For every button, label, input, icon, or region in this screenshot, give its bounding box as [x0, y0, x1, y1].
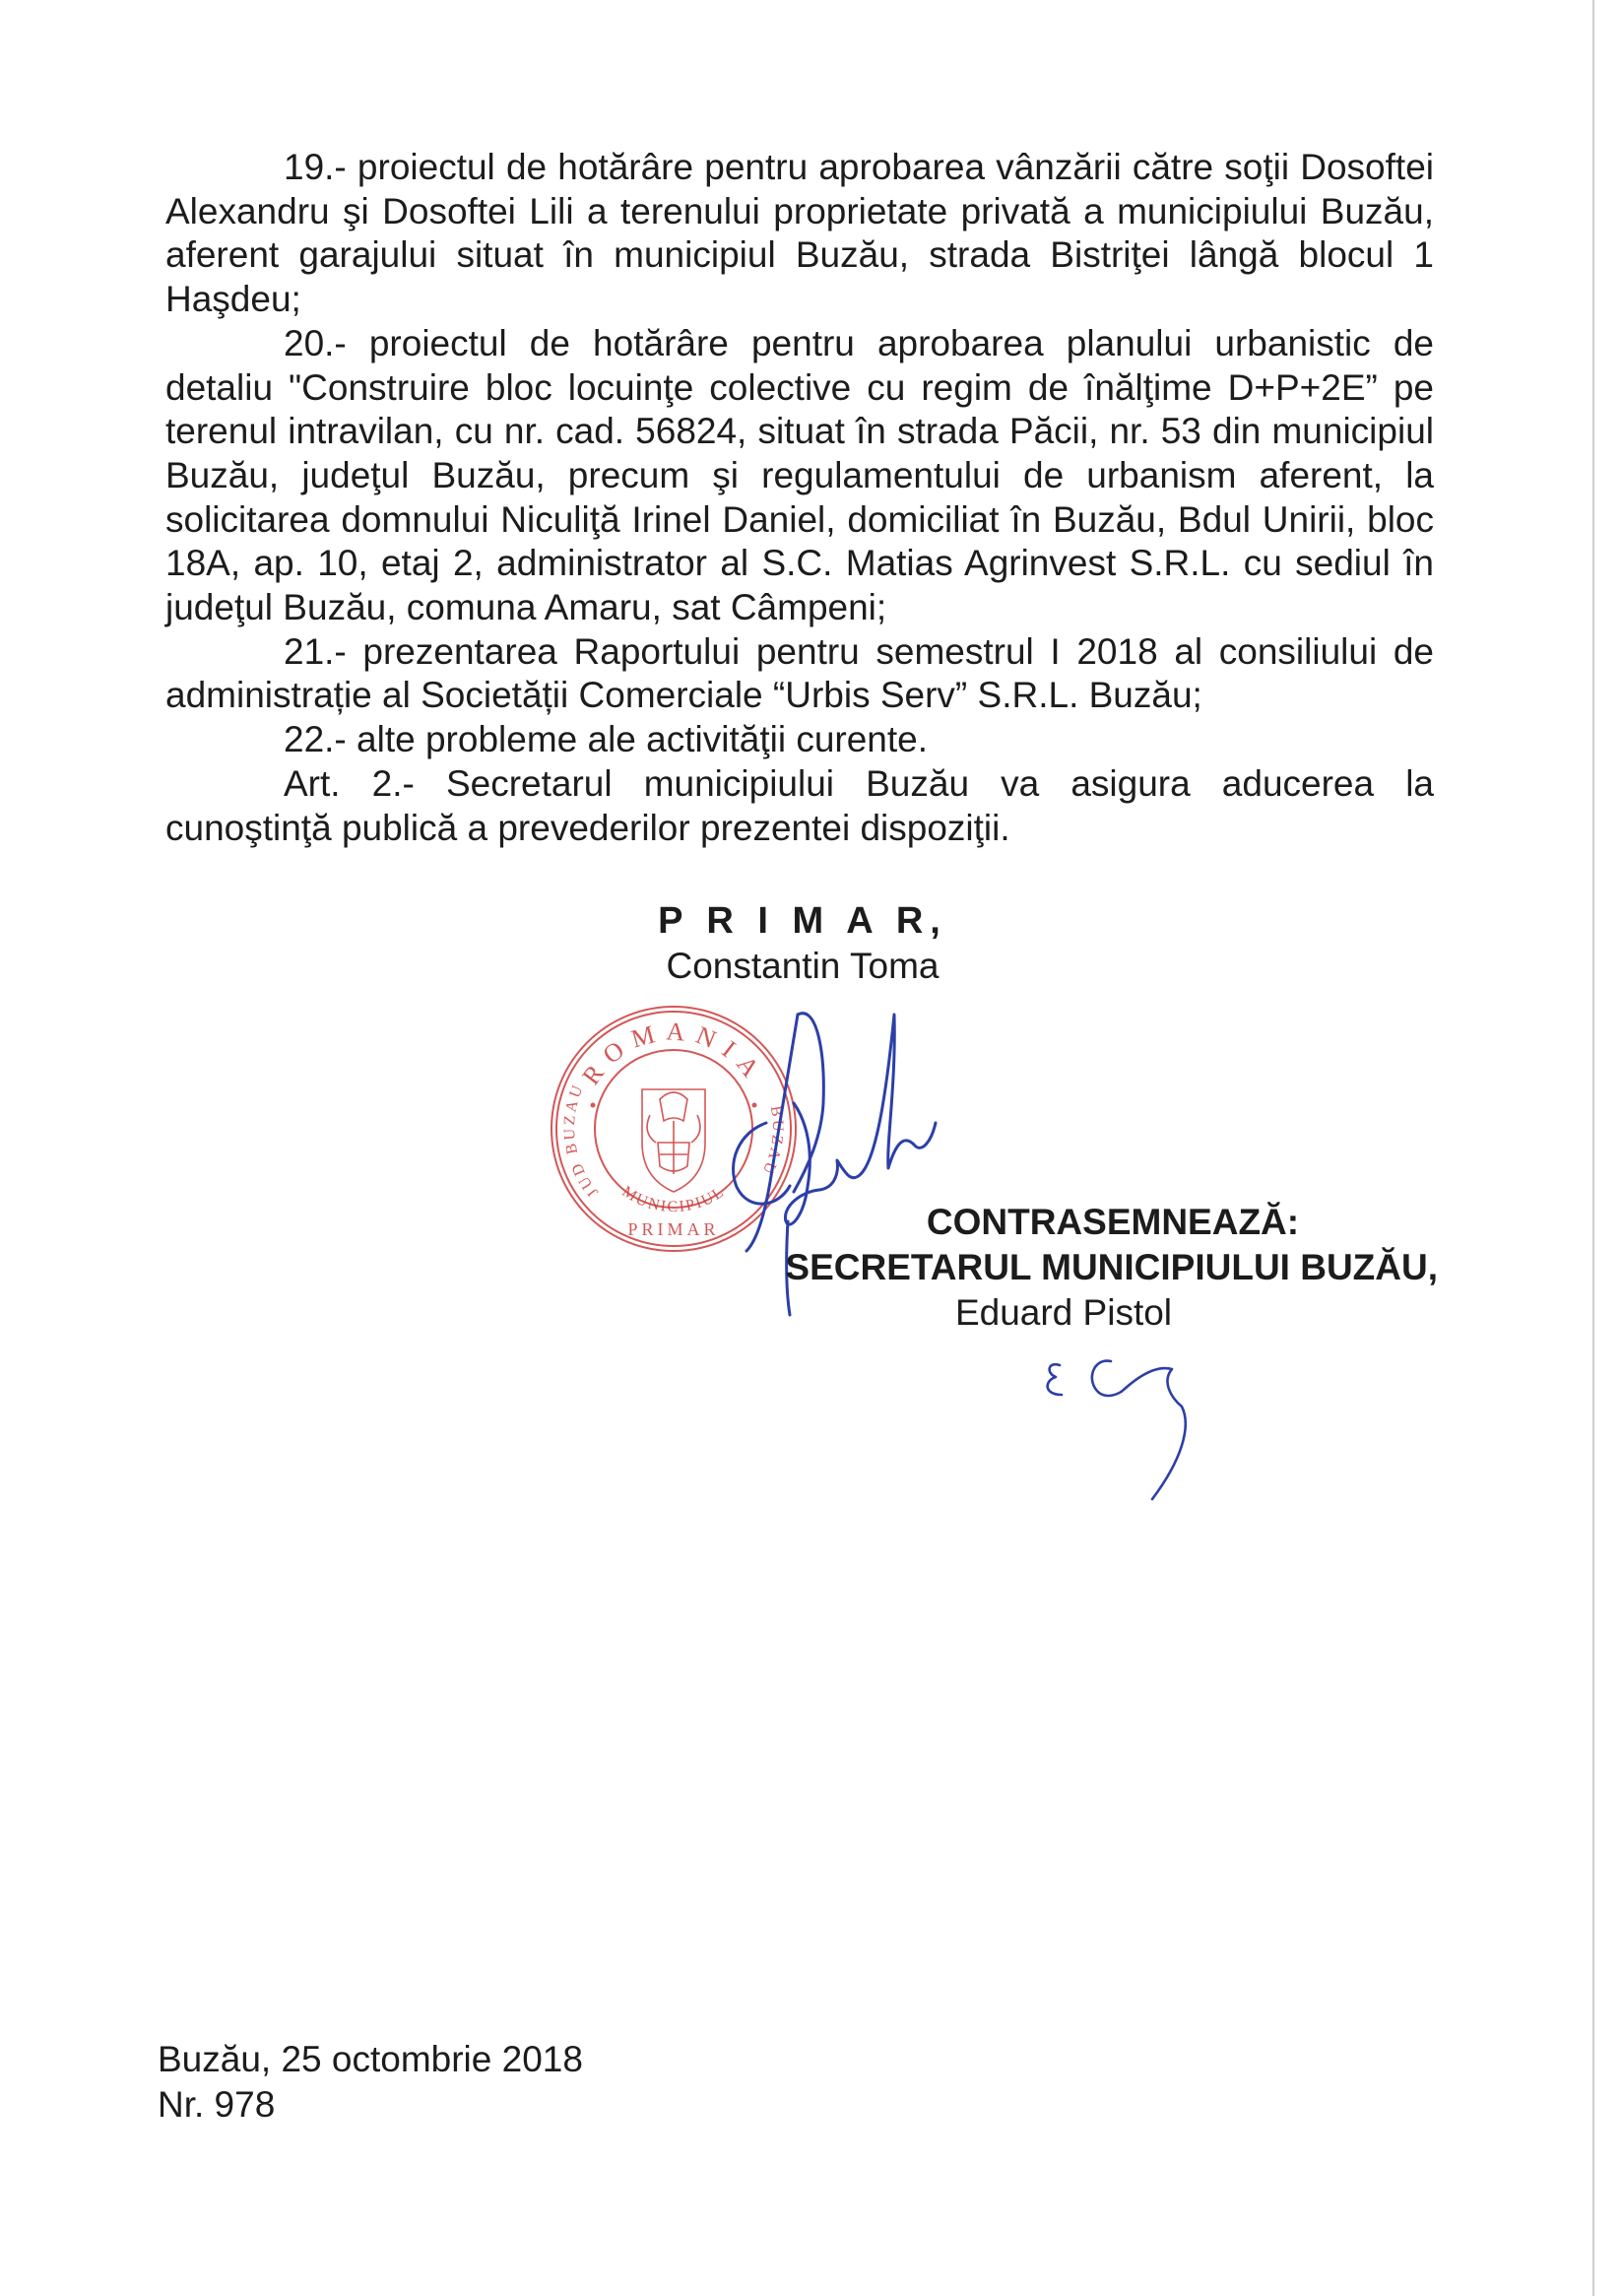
document-date: Buzău, 25 octombrie 2018 — [158, 2039, 583, 2079]
stamp-right-text: BUZAU — [757, 1104, 786, 1180]
countersign-name: Eduard Pistol — [954, 1292, 1173, 1333]
paragraph-item-22: 22.- alte probleme ale activităţii curente. — [284, 719, 929, 760]
paragraph-item-21: 21.- prezentarea Raportului pentru semestrul I 2018 al consiliului de administrație al Societății Comerciale “Urbis Serv” S.R.L. Buzău; — [165, 630, 1434, 716]
coat-of-arms-icon — [642, 1089, 705, 1192]
stamp-top-text: ROMANIA — [576, 1017, 771, 1090]
countersign-title: CONTRASEMNEAZĂ: — [926, 1202, 1300, 1242]
secretary-handwritten-signature — [1034, 1351, 1251, 1529]
countersign-block — [689, 1200, 1438, 1336]
stamp-left-text: JUD BUZAU — [560, 1081, 602, 1201]
stamp-center-text: PRIMAR — [627, 1219, 720, 1239]
mayor-title: P R I M A R, — [658, 900, 947, 942]
mayor-name: Constantin Toma — [666, 946, 940, 986]
page-edge-line — [1592, 0, 1594, 2296]
stamp-bottom-text: MUNICIPIUL — [618, 1183, 729, 1216]
paragraph-item-19: 19.- proiectul de hotărâre pentru aprobarea vânzării către soţii Dosoftei Alexandru şi Dosoftei Lili a terenului proprietate privată a municipiului Buzău, aferent garajului situat în municipiul Buzău, strada Bistriţei lângă blocul 1 Haşdeu; — [165, 147, 1434, 320]
document-footer — [158, 2037, 583, 2128]
countersign-role: SECRETARUL MUNICIPIULUI BUZĂU, — [785, 1247, 1438, 1287]
paragraph-item-20: 20.- proiectul de hotărâre pentru aprobarea planului urbanistic de detaliu "Construire bloc locuinţe colective cu regim de înălţime D+P+2E” pe terenul intravilan, cu nr. cad. 56824, situat în strada Păcii, nr. 53 din municipiul Buzău, judeţul Buzău, precum şi regulamentului de urbanism aferent, la solicitarea domnului Niculiţă Irinel Daniel, domiciliat în Buzău, Bdul Unirii, bloc 18A, ap. 10, etaj 2, administrator al S.C. Matias Agrinvest S.R.L. cu sediul în judeţul Buzău, comuna Amaru, sat Câmpeni; — [165, 322, 1434, 628]
document-body — [165, 146, 1434, 850]
document-number: Nr. 978 — [158, 2084, 276, 2125]
paragraph-article-2: Art. 2.- Secretarul municipiului Buzău va asigura aducerea la cunoştinţă publică a prevederilor prezentei dispoziţii. — [165, 762, 1434, 848]
